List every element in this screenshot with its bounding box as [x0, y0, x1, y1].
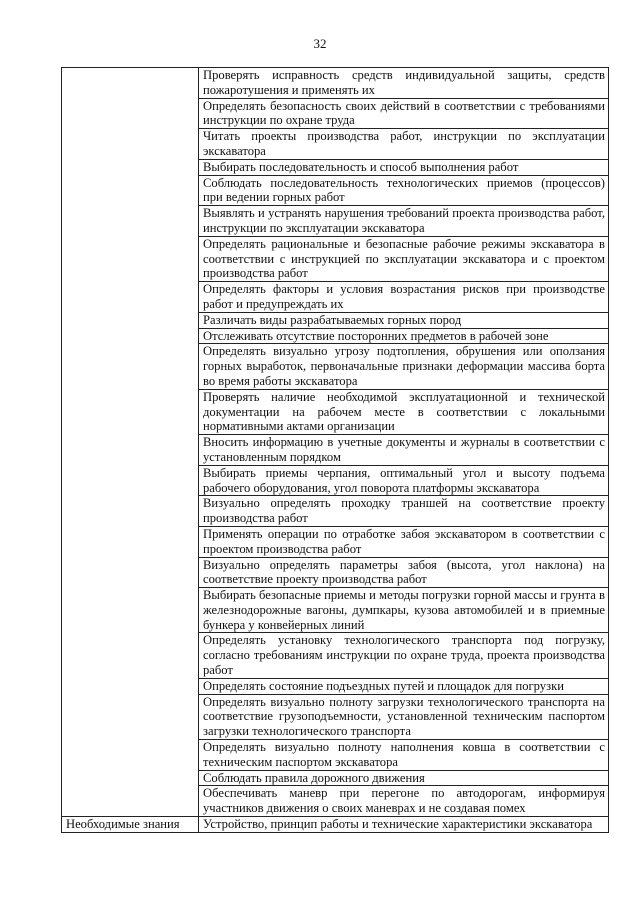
requirement-item-cell: Читать проекты производства работ, инструкции по эксплуатации экскаватора — [199, 129, 609, 160]
requirement-item-cell: Проверять исправность средств индивидуальной защиты, средств пожаротушения и применять их — [199, 68, 609, 99]
requirement-item-cell: Определять безопасность своих действий в соответствии с требованиями инструкции по охране труда — [199, 98, 609, 129]
requirements-table-body — [62, 68, 609, 833]
requirement-item-cell: Определять факторы и условия возрастания рисков при производстве работ и предупреждать их — [199, 282, 609, 313]
section-label-cell: Необходимые знания — [62, 817, 199, 833]
requirement-item-cell: Выявлять и устранять нарушения требований проекта производства работ, инструкции по эксплуатации экскаватора — [199, 206, 609, 237]
table-row — [62, 68, 609, 99]
requirement-item-cell: Определять визуально полноту наполнения ковша в соответствии с техническим паспортом экскаватора — [199, 740, 609, 771]
requirement-item-cell: Соблюдать правила дорожного движения — [199, 770, 609, 786]
page-number: 32 — [313, 36, 327, 51]
requirement-item-cell: Вносить информацию в учетные документы и журналы в соответствии с установленным порядком — [199, 435, 609, 466]
requirement-item-cell: Отслеживать отсутствие посторонних предметов в рабочей зоне — [199, 328, 609, 344]
requirement-item-cell: Определять визуально полноту загрузки технологического транспорта на соответствие грузоподъемности, установленной техническим паспортом загрузки технологического транспорта — [199, 694, 609, 739]
requirements-table — [61, 67, 609, 833]
section-label-cell — [62, 68, 199, 817]
requirement-item-cell: Выбирать последовательность и способ выполнения работ — [199, 159, 609, 175]
requirement-item-cell: Различать виды разрабатываемых горных пород — [199, 312, 609, 328]
requirement-item-cell: Применять операции по отработке забоя экскаватором в соответствии с проектом производства работ — [199, 526, 609, 557]
requirement-item-cell: Проверять наличие необходимой эксплуатационной и технической документации на рабочем месте в соответствии с локальными нормативными актами организации — [199, 389, 609, 434]
requirement-item-cell: Соблюдать последовательность технологических приемов (процессов) при ведении горных работ — [199, 175, 609, 206]
table-row — [62, 817, 609, 833]
requirement-item-cell: Обеспечивать маневр при перегоне по автодорогам, информируя участников движения о своих маневрах и не создавая помех — [199, 786, 609, 817]
requirement-item-cell: Выбирать безопасные приемы и методы погрузки горной массы и грунта в железнодорожные вагоны, думпкары, кузова автомобилей и в приемные бункера у конвейерных линий — [199, 588, 609, 633]
requirement-item-cell: Определять визуально угрозу подтопления, обрушения или оползания горных выработок, первоначальные признаки деформации массива борта во время работы экскаватора — [199, 344, 609, 389]
requirement-item-cell: Выбирать приемы черпания, оптимальный угол и высоту подъема рабочего оборудования, угол поворота платформы экскаватора — [199, 465, 609, 496]
requirement-item-cell: Визуально определять проходку траншей на соответствие проекту производства работ — [199, 496, 609, 527]
requirement-item-cell: Определять установку технологического транспорта под погрузку, согласно требованиям инструкции по охране труда, проекта производства работ — [199, 633, 609, 678]
requirement-item-cell: Устройство, принцип работы и технические характеристики экскаватора — [199, 817, 609, 833]
requirement-item-cell: Определять рациональные и безопасные рабочие режимы экскаватора в соответствии с инструкцией по эксплуатации экскаватора и с проектом производства работ — [199, 236, 609, 281]
requirement-item-cell: Определять состояние подъездных путей и площадок для погрузки — [199, 678, 609, 694]
requirement-item-cell: Визуально определять параметры забоя (высота, угол наклона) на соответствие проекту производства работ — [199, 557, 609, 588]
